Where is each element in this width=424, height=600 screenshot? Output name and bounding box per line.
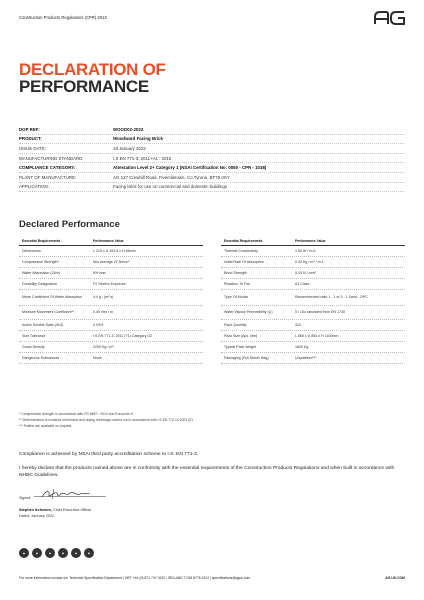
table-row bbox=[19, 290, 203, 306]
requirement-cell: Typical Pack Weight bbox=[224, 344, 257, 349]
product-info bbox=[19, 125, 405, 192]
signed-label: Signed: bbox=[19, 496, 32, 500]
table-row bbox=[221, 342, 405, 353]
requirement-cell: Reaction To Fire bbox=[224, 281, 251, 286]
value-cell: 5 / 15u tabulated from EN 1745 bbox=[295, 310, 345, 315]
table-row bbox=[19, 279, 203, 290]
requirement-cell: Thermal Conductivity bbox=[224, 248, 258, 253]
table-row bbox=[221, 320, 405, 331]
compliance-statement bbox=[19, 451, 409, 486]
performance-table-left bbox=[19, 238, 203, 364]
value-cell: 6% max bbox=[93, 270, 106, 275]
info-row bbox=[19, 163, 405, 173]
info-value: Attestation Level 2+ Category 1 (NSAI Certification No: 0050 - CPR - 1038) bbox=[113, 165, 267, 171]
requirement-cell: Water Vapour Permeability (U) bbox=[224, 310, 273, 315]
value-cell: 0.42 Kg / m² / m-1 bbox=[295, 259, 324, 264]
info-label: MANUFACTURING STANDARD: bbox=[19, 155, 84, 161]
table-row bbox=[19, 306, 203, 320]
header bbox=[19, 11, 405, 27]
regulation-text: Construction Products Regulations (CPR) 2013 bbox=[19, 15, 107, 20]
accreditation-badge-icon: ◆ bbox=[58, 548, 68, 558]
value-cell: None bbox=[93, 355, 102, 360]
performance-table-right bbox=[221, 238, 405, 364]
value-cell: Unpaletted*** bbox=[295, 355, 317, 360]
requirement-cell: Water Absorption (24hr) bbox=[22, 270, 61, 275]
table-header bbox=[221, 238, 405, 246]
info-label: PRODUCT: bbox=[19, 136, 42, 142]
footer bbox=[19, 576, 405, 582]
table-row bbox=[221, 306, 405, 320]
footnote: *** Pallets are available on request. bbox=[19, 424, 73, 428]
value-cell: 2200 Kg / m³ bbox=[93, 344, 114, 349]
info-label: PLANT OF MANUFACTURE: bbox=[19, 174, 77, 180]
footnote: ** Determination of moisture movement and drying shrinkage carried out in accordance with I.S EN 772-14:2001 (E) bbox=[19, 418, 193, 422]
table-row bbox=[221, 268, 405, 279]
requirement-cell: Dimensions bbox=[22, 248, 41, 253]
requirement-cell: Type Of Mortar bbox=[224, 295, 248, 300]
signer-block bbox=[19, 507, 92, 520]
info-label: COMPLIANCE CATEGORY: bbox=[19, 165, 76, 171]
value-cell: L 850 x D 850 x H 1100mm bbox=[295, 333, 339, 338]
requirement-cell: Size Tolerance bbox=[22, 333, 46, 338]
info-value: AG 127 Crewhill Road, Fivemiletown, Co.Tyrone, BT75 0SY bbox=[113, 174, 230, 180]
info-row bbox=[19, 135, 405, 145]
info-row bbox=[19, 173, 405, 183]
value-cell: Min average 22 N/mm² bbox=[93, 259, 130, 264]
requirement-cell: Durability Designation bbox=[22, 281, 57, 286]
table-row bbox=[221, 246, 405, 257]
info-value: 19 January 2022 bbox=[113, 145, 146, 151]
info-value: Facing brick for use on commercial and domestic buildings bbox=[113, 184, 227, 190]
info-value: WOOD02-2022 bbox=[113, 126, 144, 132]
info-row bbox=[19, 154, 405, 164]
title-line-2: PERFORMANCE bbox=[19, 77, 149, 96]
value-cell: I.S EN 771-3: 2011 (T1) Category D2 bbox=[93, 333, 153, 338]
requirement-cell: Bond Strength bbox=[224, 270, 247, 275]
table-row bbox=[221, 290, 405, 306]
info-value: I.S EN 771-3: 2011+A1 : 2015 bbox=[113, 155, 172, 161]
table-row bbox=[19, 268, 203, 279]
value-cell: 4.4 g / (m² s) bbox=[93, 295, 114, 300]
value-cell: 1600 Kg bbox=[295, 344, 309, 349]
value-cell: 0.45 mm / m bbox=[93, 310, 113, 315]
table-row bbox=[19, 331, 203, 342]
footnote: * Compressive strength in accordance with PD 6697 : 2010 and Eurocode 6. bbox=[19, 412, 134, 416]
table-row bbox=[221, 353, 405, 364]
value-cell: 312 bbox=[295, 322, 301, 327]
footer-website-link[interactable]: AG.UK.COM bbox=[385, 576, 405, 580]
info-label: APPLICATION: bbox=[19, 184, 49, 190]
info-row bbox=[19, 125, 405, 135]
accreditation-badge-icon: ◆ bbox=[19, 548, 29, 558]
column-header: Performance Value bbox=[295, 239, 326, 244]
value-cell: 0.03% bbox=[93, 322, 104, 327]
section-title: Declared Performance bbox=[19, 219, 120, 230]
table-row bbox=[19, 353, 203, 364]
table-row bbox=[221, 331, 405, 342]
value-cell: L 215 x D 102.5 x H 65mm bbox=[93, 248, 136, 253]
footnotes bbox=[19, 411, 193, 429]
table-row bbox=[221, 279, 405, 290]
requirement-cell: Moisture Movement Coefficient** bbox=[22, 310, 75, 315]
footer-contact: For more information contact our Technical Specification Department | GBT +44 (0) 871 747 0232 | IRELAND T 028 8776 0312 | specifications@aguk.com bbox=[19, 576, 251, 580]
requirement-cell: Initial Rate Of Absorption bbox=[224, 259, 264, 264]
signed-date: Dated: January 2022 bbox=[19, 514, 55, 519]
requirement-cell: Pack Size [Apx. Mm] bbox=[224, 333, 258, 338]
info-row bbox=[19, 144, 405, 154]
requirement-cell: Packaging (Full Shrink Bag) bbox=[224, 355, 269, 360]
accreditation-badge-icon: ◆ bbox=[71, 548, 81, 558]
signer-name: Stephen Acheson, bbox=[19, 508, 52, 512]
info-row bbox=[19, 183, 405, 193]
table-row bbox=[19, 246, 203, 257]
table-row bbox=[19, 342, 203, 353]
accreditation-badge-icon: ◆ bbox=[45, 548, 55, 558]
value-cell: Recommended ratio 1 : 1 or 5 : 1 Sand : OPC bbox=[295, 295, 368, 300]
table-row bbox=[221, 257, 405, 268]
table-row bbox=[19, 320, 203, 331]
column-header: Essential Requirements bbox=[224, 239, 263, 244]
value-cell: 0.15 N / mm² bbox=[295, 270, 316, 275]
ag-logo-icon bbox=[374, 11, 405, 25]
declaration-text: I hereby declare that the products named above are in conformity with the essential requirements of the Construction Products Regulations and when built in accordance with NHBC Guidelines. bbox=[19, 466, 395, 478]
requirement-cell: Pack Quantity bbox=[224, 322, 247, 327]
requirement-cell: Compressive Strength* bbox=[22, 259, 59, 264]
column-header: Essential Requirements bbox=[22, 239, 61, 244]
info-label: DOP REF: bbox=[19, 126, 40, 132]
signature-icon bbox=[40, 488, 92, 500]
requirement-cell: Mean Coefficient Of Water Absorption bbox=[22, 295, 83, 300]
document-title bbox=[19, 61, 166, 95]
value-cell: F2 Severe Exposure bbox=[93, 281, 126, 286]
requirement-cell: Active Soluble Salts (Sc3) bbox=[22, 322, 64, 327]
table-row bbox=[19, 257, 203, 268]
accreditation-badge-icon: ◆ bbox=[84, 548, 94, 558]
value-cell: 1.54 W / m.K bbox=[295, 248, 316, 253]
info-value: Woodward Facing Brick bbox=[113, 136, 163, 142]
value-cell: A1 Class bbox=[295, 281, 310, 286]
requirement-cell: Dangerous Substances bbox=[22, 355, 60, 360]
accreditation-badge-icon: ◆ bbox=[32, 548, 42, 558]
title-line-1: DECLARATION OF bbox=[19, 60, 166, 79]
requirement-cell: Gross Density bbox=[22, 344, 45, 349]
info-label: ISSUE DATE: bbox=[19, 145, 46, 151]
column-header: Performance Value bbox=[93, 239, 124, 244]
accreditation-badges bbox=[19, 548, 94, 558]
compliance-text: Compliance is achieved by NSAI third party accreditation scheme to I.S. EN 771-3. bbox=[19, 452, 199, 457]
signer-role: Chief Executive Officer bbox=[53, 508, 92, 512]
table-header bbox=[19, 238, 203, 246]
